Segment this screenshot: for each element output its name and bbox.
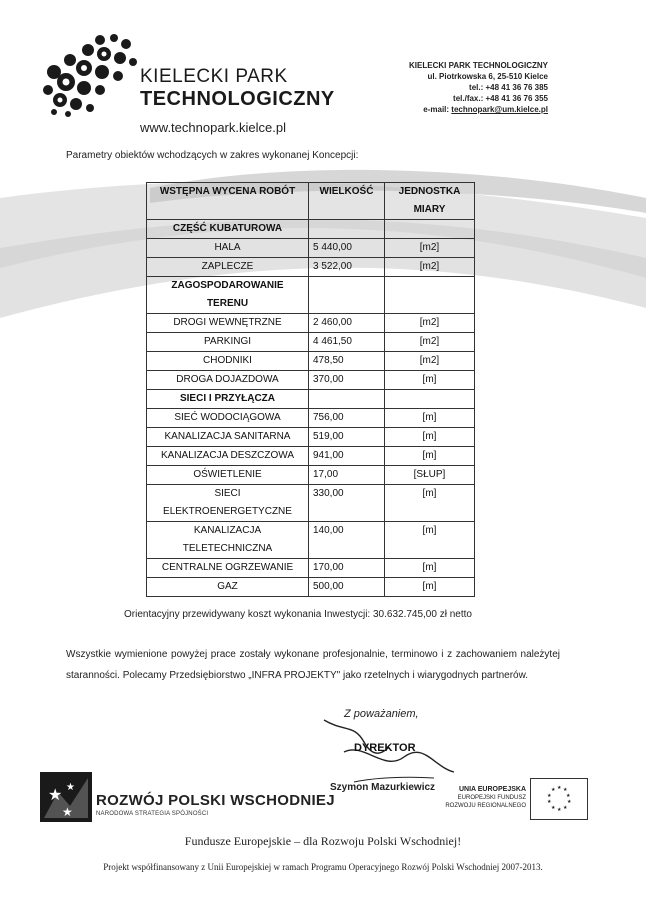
row-name: ZAPLECZE xyxy=(147,258,309,277)
contact-email-link[interactable]: technopark@um.kielce.pl xyxy=(451,105,548,114)
row-value: 500,00 xyxy=(309,578,385,597)
row-value: 519,00 xyxy=(309,428,385,447)
svg-text:★: ★ xyxy=(48,785,63,804)
row-unit: [m] xyxy=(385,371,475,390)
recommendation-text: Wszystkie wymienione powyżej prace zostały wykonane profesjonalnie, terminowo i z zachowaniem należytej staranności. Polecamy Przedsiębiorstwo „INFRA PROJEKTY" jako rzetelnych i wiarygodnych partnerów. xyxy=(66,649,560,681)
row-unit: [m] xyxy=(385,447,475,466)
row-value xyxy=(309,220,385,239)
table-row xyxy=(147,447,475,466)
row-name: PARKINGI xyxy=(147,333,309,352)
row-name: SIEĆ WODOCIĄGOWA xyxy=(147,409,309,428)
row-unit xyxy=(385,390,475,409)
svg-text:★: ★ xyxy=(551,787,556,793)
row-name: KANALIZACJA TELETECHNICZNA xyxy=(147,522,309,559)
table-row xyxy=(147,352,475,371)
table-row xyxy=(147,559,475,578)
svg-text:★: ★ xyxy=(547,799,552,805)
rpw-logo-icon xyxy=(40,772,92,822)
table-row xyxy=(147,409,475,428)
eu-line3: ROZWOJU REGIONALNEGO xyxy=(445,803,526,809)
cost-line: Orientacyjny przewidywany koszt wykonania Inwestycji: 30.632.745,00 zł netto xyxy=(124,609,472,620)
row-unit: [m2] xyxy=(385,333,475,352)
svg-text:★: ★ xyxy=(563,787,568,793)
row-name: CZĘŚĆ KUBATUROWA xyxy=(147,220,309,239)
svg-text:★: ★ xyxy=(567,799,572,805)
row-value: 4 461,50 xyxy=(309,333,385,352)
contact-email-line xyxy=(348,104,548,115)
row-unit: [SŁUP] xyxy=(385,466,475,485)
row-value: 170,00 xyxy=(309,559,385,578)
table-row xyxy=(147,485,475,522)
row-value: 140,00 xyxy=(309,522,385,559)
contact-email-label: e-mail: xyxy=(423,105,452,114)
signatory-name: Szymon Mazurkiewicz xyxy=(330,782,436,793)
table-row xyxy=(147,578,475,597)
row-value xyxy=(309,277,385,314)
table-row xyxy=(147,314,475,333)
row-name: KANALIZACJA SANITARNA xyxy=(147,428,309,447)
eu-flag-icon xyxy=(530,778,588,820)
svg-text:★: ★ xyxy=(66,782,75,793)
row-name: SIECI ELEKTROENERGETYCZNE xyxy=(147,485,309,522)
intro-text: Parametry obiektów wchodzących w zakres wykonanej Koncepcji: xyxy=(66,150,359,161)
row-unit: [m2] xyxy=(385,352,475,371)
table-row xyxy=(147,371,475,390)
table-row xyxy=(147,522,475,559)
svg-text:★: ★ xyxy=(557,807,562,813)
row-unit: [m] xyxy=(385,559,475,578)
table-row xyxy=(147,390,475,409)
row-unit: [m] xyxy=(385,522,475,559)
svg-text:★: ★ xyxy=(547,793,552,799)
row-unit: [m2] xyxy=(385,258,475,277)
svg-text:★: ★ xyxy=(557,785,562,791)
rpw-title: ROZWÓJ POLSKI WSCHODNIEJ xyxy=(96,792,335,809)
project-note: Projekt współfinansowany z Unii Europejskiej w ramach Programu Operacyjnego Rozwój Polski Wschodniej 2007-2013. xyxy=(103,862,543,872)
row-name: SIECI I PRZYŁĄCZA xyxy=(147,390,309,409)
logo-name-line2: TECHNOLOGICZNY xyxy=(140,88,335,110)
table-row xyxy=(147,333,475,352)
funds-slogan: Fundusze Europejskie – dla Rozwoju Polski Wschodniej! xyxy=(184,834,462,848)
row-value: 17,00 xyxy=(309,466,385,485)
svg-text:★: ★ xyxy=(566,793,571,799)
row-value: 5 440,00 xyxy=(309,239,385,258)
row-unit: [m] xyxy=(385,578,475,597)
row-unit: [m2] xyxy=(385,239,475,258)
table-row xyxy=(147,239,475,258)
row-unit xyxy=(385,277,475,314)
greeting: Z poważaniem, xyxy=(344,708,419,720)
table-header-row xyxy=(147,183,475,220)
row-value: 330,00 xyxy=(309,485,385,522)
row-name: DROGA DOJAZDOWA xyxy=(147,371,309,390)
header-cell-name: WSTĘPNA WYCENA ROBÓT xyxy=(147,183,309,220)
row-value: 478,50 xyxy=(309,352,385,371)
table-row xyxy=(147,277,475,314)
contact-tel: tel.: +48 41 36 76 385 xyxy=(469,83,548,92)
technopark-logo-icon xyxy=(40,32,140,117)
row-name: CENTRALNE OGRZEWANIE xyxy=(147,559,309,578)
table-row xyxy=(147,428,475,447)
table-row xyxy=(147,220,475,239)
svg-text:★: ★ xyxy=(563,805,568,811)
eu-line1: UNIA EUROPEJSKA xyxy=(458,786,526,793)
header-cell-value: WIELKOŚĆ xyxy=(309,183,385,220)
parameters-table xyxy=(146,182,475,597)
contact-block xyxy=(348,60,548,115)
eu-text-block xyxy=(416,786,526,810)
table-row xyxy=(147,258,475,277)
header-cell-unit: JEDNOSTKA MIARY xyxy=(385,183,475,220)
eu-line2: EUROPEJSKI FUNDUSZ xyxy=(457,795,526,801)
row-unit: [m] xyxy=(385,485,475,522)
row-name: ZAGOSPODAROWANIE TERENU xyxy=(147,277,309,314)
website-link[interactable]: www.technopark.kielce.pl xyxy=(140,120,286,135)
table-row xyxy=(147,466,475,485)
row-value: 3 522,00 xyxy=(309,258,385,277)
row-unit: [m] xyxy=(385,428,475,447)
rpw-subtitle: NARODOWA STRATEGIA SPÓJNOŚCI xyxy=(96,811,209,817)
row-name: DROGI WEWNĘTRZNE xyxy=(147,314,309,333)
signatory-title: DYREKTOR xyxy=(354,742,416,754)
row-value: 370,00 xyxy=(309,371,385,390)
svg-text:★: ★ xyxy=(62,805,73,819)
svg-text:★: ★ xyxy=(551,805,556,811)
row-name: KANALIZACJA DESZCZOWA xyxy=(147,447,309,466)
row-unit: [m2] xyxy=(385,314,475,333)
row-unit: [m] xyxy=(385,409,475,428)
contact-telfax: tel./fax.: +48 41 36 76 355 xyxy=(453,94,548,103)
row-unit xyxy=(385,220,475,239)
row-value: 756,00 xyxy=(309,409,385,428)
logo-name-line1: KIELECKI PARK xyxy=(140,66,288,87)
row-name: CHODNIKI xyxy=(147,352,309,371)
row-name: HALA xyxy=(147,239,309,258)
row-name: GAZ xyxy=(147,578,309,597)
row-value xyxy=(309,390,385,409)
contact-name: KIELECKI PARK TECHNOLOGICZNY xyxy=(409,61,548,70)
contact-address: ul. Piotrkowska 6, 25-510 Kielce xyxy=(427,72,548,81)
row-value: 941,00 xyxy=(309,447,385,466)
row-value: 2 460,00 xyxy=(309,314,385,333)
row-name: OŚWIETLENIE xyxy=(147,466,309,485)
